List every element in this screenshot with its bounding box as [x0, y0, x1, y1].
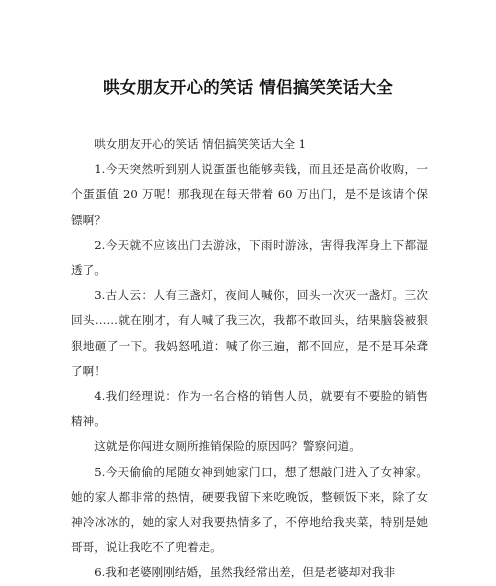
paragraph-joke-4: 4.我们经理说：作为一名合格的销售人员，就要有不要脸的销售精神。 — [71, 389, 428, 429]
paragraph-joke-3: 3.古人云：人有三盏灯，夜间人喊你，回头一次灭一盏灯。三次回头……就在刚才，有人喊了我三次，我都不敢回头，结果脑袋被狠狠地砸了一下。我妈怒吼道：喊了你三遍，都不回应，是不是耳朵聋了啊！ — [71, 288, 428, 378]
paragraph-joke-6: 6.我和老婆刚刚结婚，虽然我经常出差，但是老婆却对我非 — [94, 565, 396, 580]
paragraph-joke-1: 1.今天突然听到别人说蛋蛋也能够卖钱，而且还是高价收购，一个蛋蛋值 20 万呢！那我现在每天带着 60 万出门，是不是该请个保镖啊？ — [71, 162, 428, 227]
paragraph-joke-5: 5.今天偷偷的尾随女神到她家门口，想了想敲门进入了女神家。她的家人都非常的热情，硬要我留下来吃晚饭，整顿饭下来，除了女神冷冰冰的，她的家人对我要热情多了，不停地给我夹菜，特别是她哥哥，说让我吃不了兜着走。 — [71, 464, 428, 555]
document-body — [71, 132, 428, 586]
paragraph-intro: 哄女朋友开心的笑话 情侣搞笑笑话大全 1 — [94, 137, 307, 151]
paragraph-joke-4-punchline: 这就是你闯进女厕所推销保险的原因吗？警察问道。 — [94, 439, 361, 454]
document-title: 哄女朋友开心的笑话 情侣搞笑笑话大全 — [103, 78, 393, 97]
paragraph-joke-2: 2.今天就不应该出门去游泳，下雨时游泳，害得我浑身上下都湿透了。 — [71, 237, 428, 278]
